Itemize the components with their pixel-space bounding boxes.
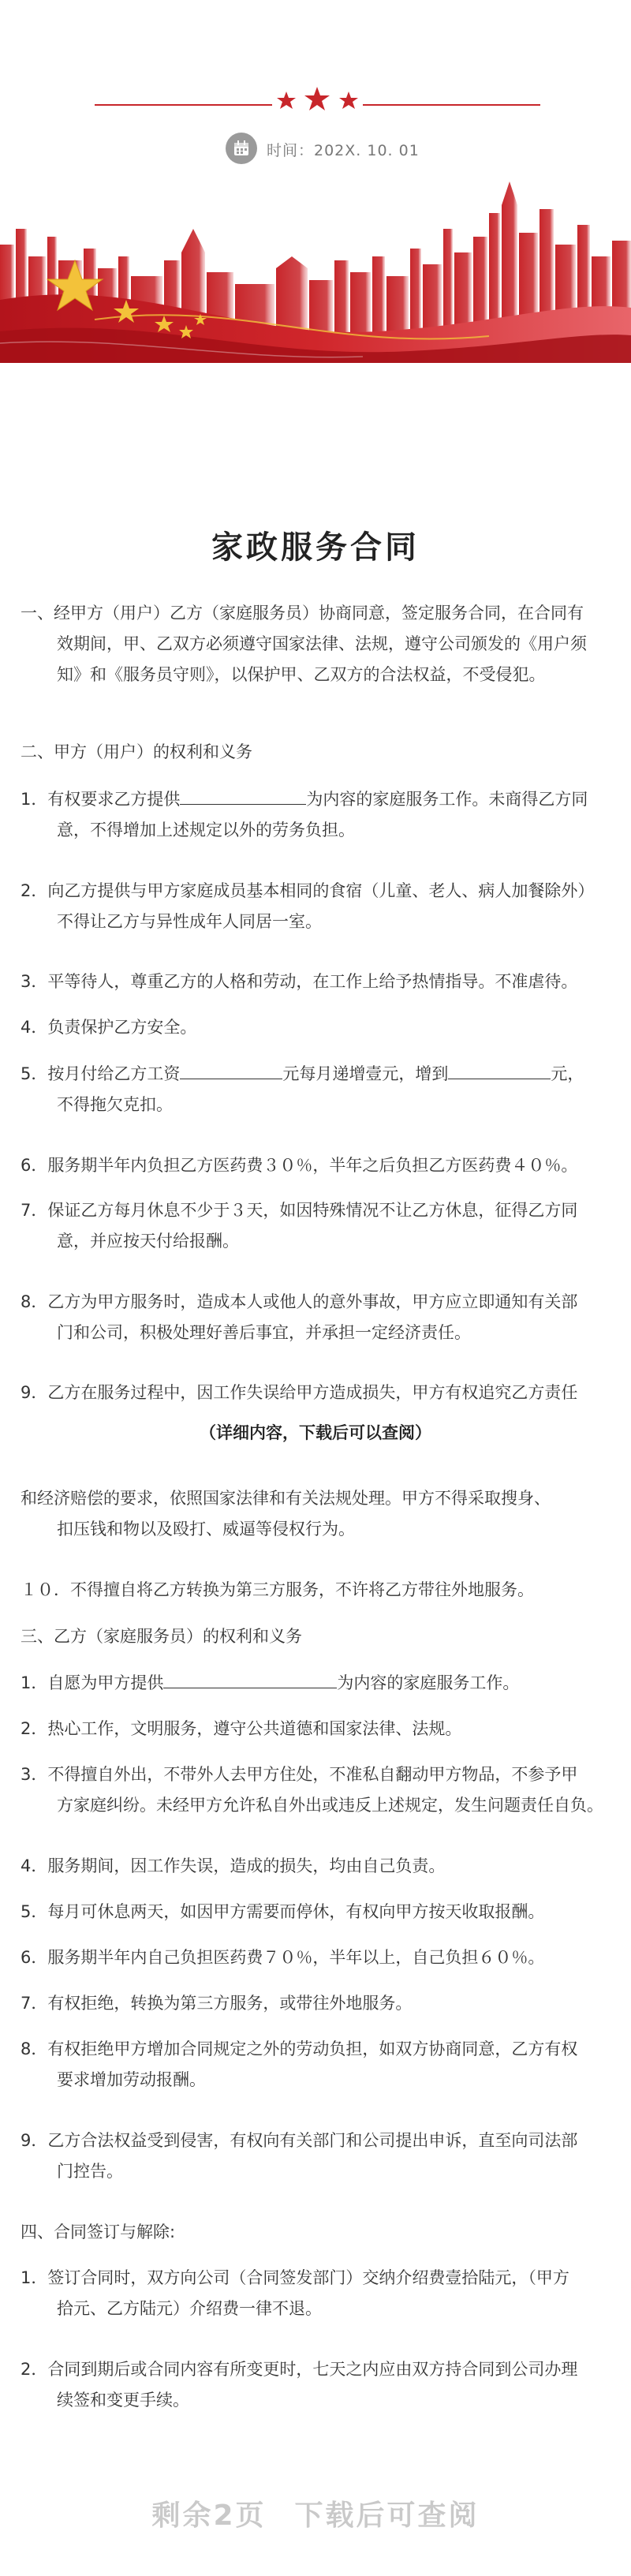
s3-item-1-part-a: 1．自愿为甲方提供 (21, 1673, 164, 1692)
section-4-item-2 (21, 2354, 614, 2416)
s3-item-3-line-1: 3．不得擅自外出，不带外人去甲方住处，不准私自翻动甲方物品，不参予甲 (21, 1765, 578, 1784)
calendar-icon (226, 133, 257, 164)
s2-item-8-line-2: 门和公司，积极处理好善后事宜，并承担一定经济责任。 (57, 1323, 471, 1342)
intro-line-1: 一、经甲方（用户）乙方（家庭服务员）协商同意，签定服务合同，在合同有 (21, 604, 584, 623)
s3-item-3-line-2: 方家庭纠纷。未经甲方允许私自外出或违反上述规定，发生问题责任自负。 (57, 1796, 603, 1815)
section-2-item-2 (21, 876, 614, 937)
s2-item-1-part-a: 1．有权要求乙方提供 (21, 790, 181, 809)
section-3-item-8 (21, 2034, 614, 2096)
s3-item-8-line-2: 要求增加劳动报酬。 (57, 2070, 206, 2089)
section-3-item-2: 2．热心工作，文明服务，遵守公共道德和国家法律、法规。 (21, 1719, 462, 1738)
section-2-heading: 二、甲方（用户）的权利和义务 (21, 742, 252, 761)
section-2-item-7 (21, 1195, 614, 1257)
s3-item-8-line-1: 8．有权拒绝甲方增加合同规定之外的劳动负担，如双方协商同意，乙方有权 (21, 2039, 578, 2058)
s4-item-2-line-1: 2．合同到期后或合同内容有所变更时，七天之内应由双方持合同到公司办理 (21, 2360, 578, 2379)
header-divider-left (95, 104, 272, 106)
s3-item-9-line-1: 9．乙方合法权益受到侵害，有权向有关部门和公司提出申诉，直至向司法部 (21, 2131, 578, 2150)
s2-item-7-line-1: 7．保证乙方每月休息不少于３天，如因特殊情况不让乙方休息，征得乙方同 (21, 1201, 578, 1220)
section-2-item-10: １０．不得擅自将乙方转换为第三方服务，不许将乙方带往外地服务。 (21, 1580, 534, 1599)
download-to-view-label[interactable]: 下载后可查阅 (294, 2499, 480, 2532)
s4-item-1-line-1: 1．签订合同时，双方向公司（合同签发部门）交纳介绍费壹拾陆元，（甲方 (21, 2268, 569, 2287)
section-2-item-8 (21, 1287, 614, 1348)
download-footer[interactable] (0, 2493, 631, 2533)
s4-item-1-line-2: 拾元、乙方陆元）介绍费一律不退。 (57, 2299, 322, 2318)
s2-item-5-part-a: 5．按月付给乙方工资 (21, 1064, 181, 1083)
header-stars-icon (272, 85, 363, 120)
s2-item-5-part-b: 元每月递增壹元，增到 (282, 1064, 449, 1083)
city-skyline-banner (0, 181, 631, 363)
section-2-item-6: 6．服务期半年内负担乙方医药费３０％，半年之后负担乙方医药费４０％。 (21, 1156, 578, 1175)
s2-item-1-part-b: 为内容的家庭服务工作。未商得乙方同 (306, 790, 588, 809)
intro-line-2: 效期间，甲、乙双方必须遵守国家法律、法规，遵守公司颁发的《用户须 (57, 634, 587, 653)
blank-line (180, 1063, 282, 1079)
blank-line (448, 1063, 551, 1079)
section-3-heading: 三、乙方（家庭服务员）的权利和义务 (21, 1627, 302, 1646)
section-3-item-7: 7．有权拒绝，转换为第三方服务，或带往外地服务。 (21, 1994, 413, 2013)
section-3-item-6: 6．服务期半年内自己负担医药费７０％，半年以上，自己负担６０％。 (21, 1948, 545, 1967)
section-3-item-5: 5．每月可休息两天，如因甲方需要而停休，有权向甲方按天收取报酬。 (21, 1902, 545, 1921)
s2-item-5-part-d: 不得拖欠克扣。 (57, 1095, 173, 1114)
section-2-item-9: 9．乙方在服务过程中，因工作失误给甲方造成损失，甲方有权追究乙方责任 (21, 1383, 578, 1402)
section-3-item-1 (21, 1668, 614, 1699)
s3-item-9-line-2: 门控告。 (57, 2162, 123, 2181)
section-2-item-3: 3．平等待人，尊重乙方的人格和劳动，在工作上给予热情指导。不准虐待。 (21, 972, 578, 991)
s2-item-1-part-c: 意，不得增加上述规定以外的劳务负担。 (57, 821, 355, 839)
section-2-item-1 (21, 784, 614, 846)
s2-item-2-line-1: 2．向乙方提供与甲方家庭成员基本相同的食宿（儿童、老人、病人加餐除外） (21, 881, 595, 900)
section-2-item-4: 4．负责保护乙方安全。 (21, 1018, 197, 1037)
s2-item-7-line-2: 意，并应按天付给报酬。 (57, 1232, 239, 1251)
section-3-item-9 (21, 2125, 614, 2187)
publish-time: 时间：202X. 10. 01 (267, 142, 420, 159)
section-4-heading: 四、合同签订与解除: (21, 2223, 176, 2241)
s3-item-1-part-b: 为内容的家庭服务工作。 (337, 1673, 520, 1692)
header-divider-right (363, 104, 540, 106)
section-3-item-3 (21, 1759, 614, 1821)
continued-line-2: 扣压钱和物以及殴打、威逼等侵权行为。 (57, 1520, 355, 1538)
download-tip: （详细内容，下载后可以查阅） (200, 1423, 431, 1442)
section-4-item-1 (21, 2263, 614, 2324)
s4-item-2-line-2: 续签和变更手续。 (57, 2391, 189, 2410)
blank-line (180, 788, 306, 805)
s2-item-8-line-1: 8．乙方为甲方服务时，造成本人或他人的意外事故，甲方应立即通知有关部 (21, 1292, 578, 1311)
s2-item-2-line-2: 不得让乙方与异性成年人同居一室。 (57, 912, 322, 931)
header-banner (0, 0, 631, 363)
blank-line (163, 1672, 337, 1688)
time-row (0, 133, 631, 164)
remaining-pages-label: 剩余2页 (151, 2499, 267, 2532)
section-2-item-5 (21, 1059, 614, 1120)
continued-line-1: 和经济赔偿的要求，依照国家法律和有关法规处理。甲方不得采取搜身、 (21, 1489, 551, 1508)
intro-line-3: 知》和《服务员守则》，以保护甲、乙双方的合法权益，不受侵犯。 (57, 665, 546, 684)
s2-item-5-part-c: 元， (551, 1064, 584, 1083)
intro-paragraph (21, 598, 614, 690)
section-3-item-4: 4．服务期间，因工作失误，造成的损失，均由自己负责。 (21, 1856, 446, 1875)
continued-paragraph (21, 1483, 614, 1545)
document-title: 家政服务合同 (211, 529, 420, 566)
